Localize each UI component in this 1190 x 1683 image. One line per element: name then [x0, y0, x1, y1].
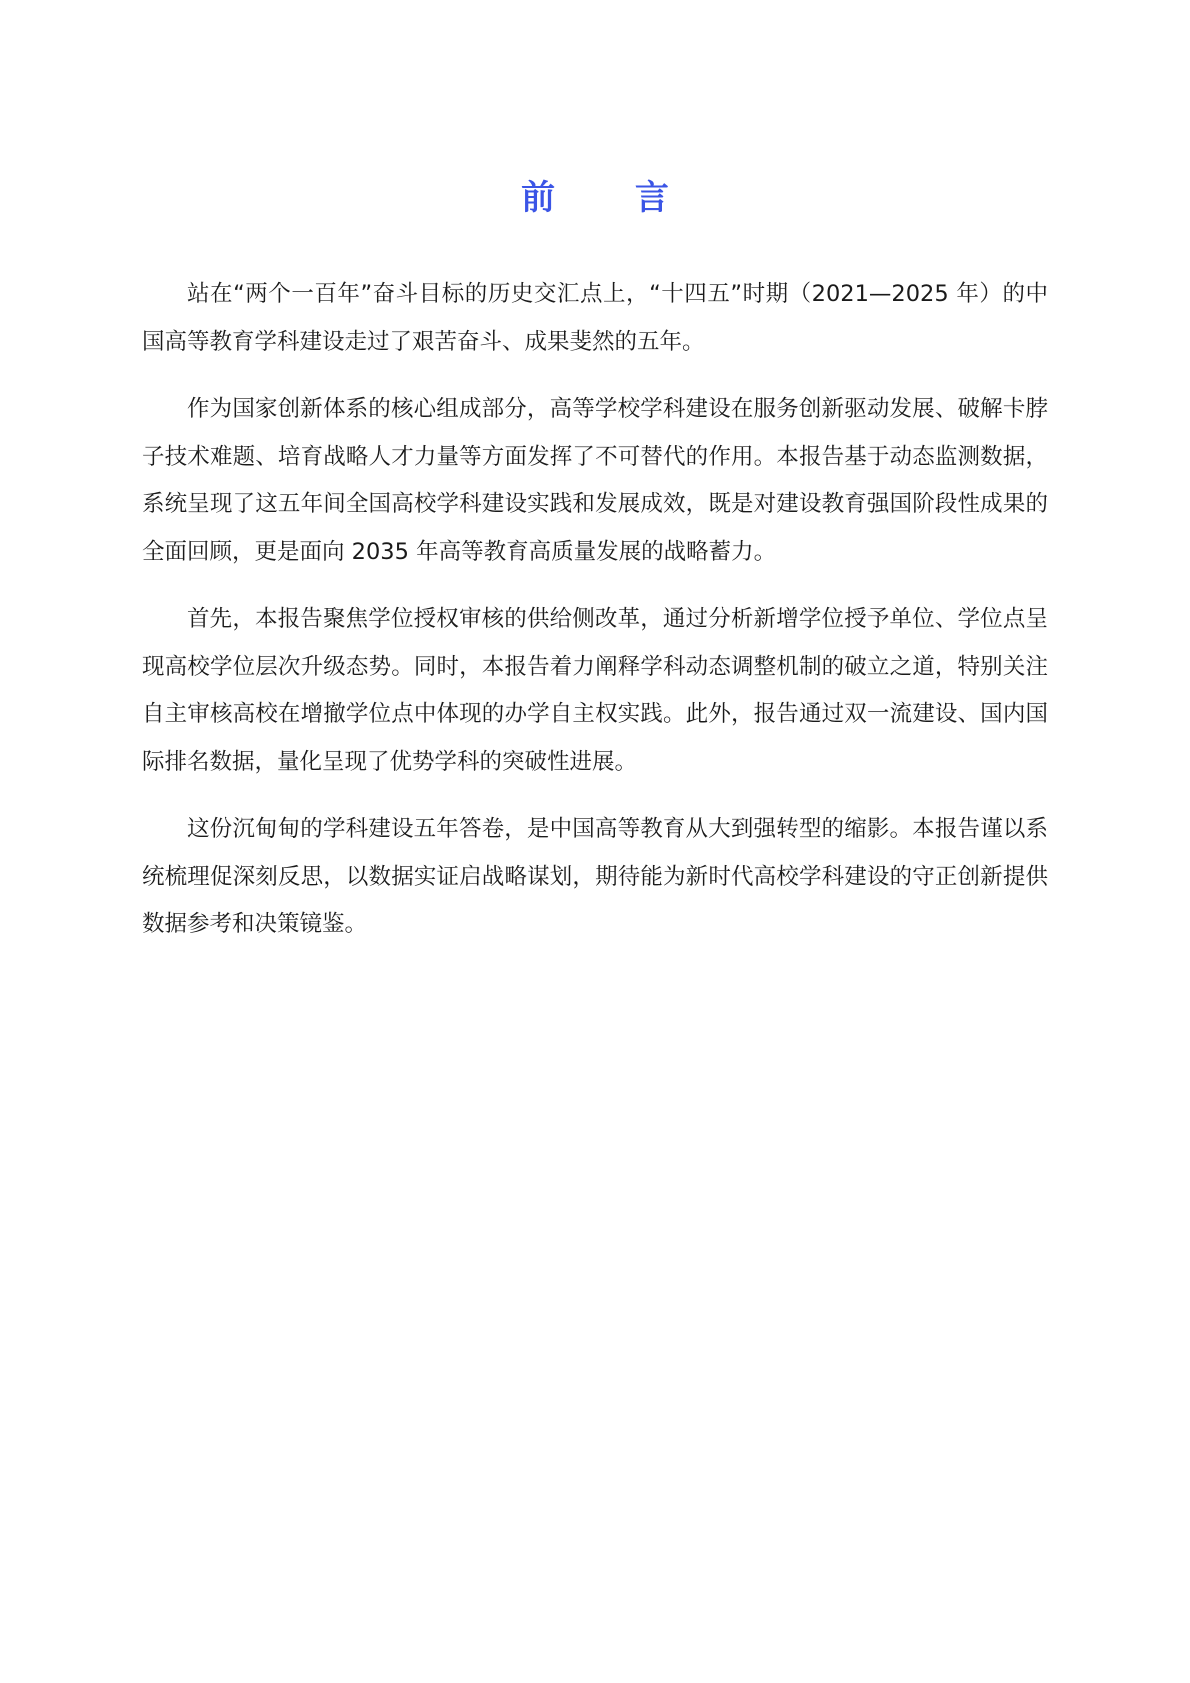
preface-body — [142, 271, 1048, 969]
paragraph-2: 作为国家创新体系的核心组成部分，高等学校学科建设在服务创新驱动发展、破解卡脖子技术难题、培育战略人才力量等方面发挥了不可替代的作用。本报告基于动态监测数据，系统呈现了这五年间全国高校学科建设实践和发展成效，既是对建设教育强国阶段性成果的全面回顾，更是面向 2035 年高等教育高质量发展的战略蓄力。 — [142, 396, 1048, 565]
page-title: 前 言 — [521, 178, 703, 218]
paragraph-3: 首先，本报告聚焦学位授权审核的供给侧改革，通过分析新增学位授予单位、学位点呈现高校学位层次升级态势。同时，本报告着力阐释学科动态调整机制的破立之道，特别关注自主审核高校在增撤学位点中体现的办学自主权实践。此外，报告通过双一流建设、国内国际排名数据，量化呈现了优势学科的突破性进展。 — [142, 606, 1048, 775]
paragraph-1: 站在“两个一百年”奋斗目标的历史交汇点上，“十四五”时期（2021—2025 年）的中国高等教育学科建设走过了艰苦奋斗、成果斐然的五年。 — [142, 281, 1048, 355]
paragraph-4: 这份沉甸甸的学科建设五年答卷，是中国高等教育从大到强转型的缩影。本报告谨以系统梳理促深刻反思，以数据实证启战略谋划，期待能为新时代高校学科建设的守正创新提供数据参考和决策镜鉴。 — [142, 816, 1048, 937]
